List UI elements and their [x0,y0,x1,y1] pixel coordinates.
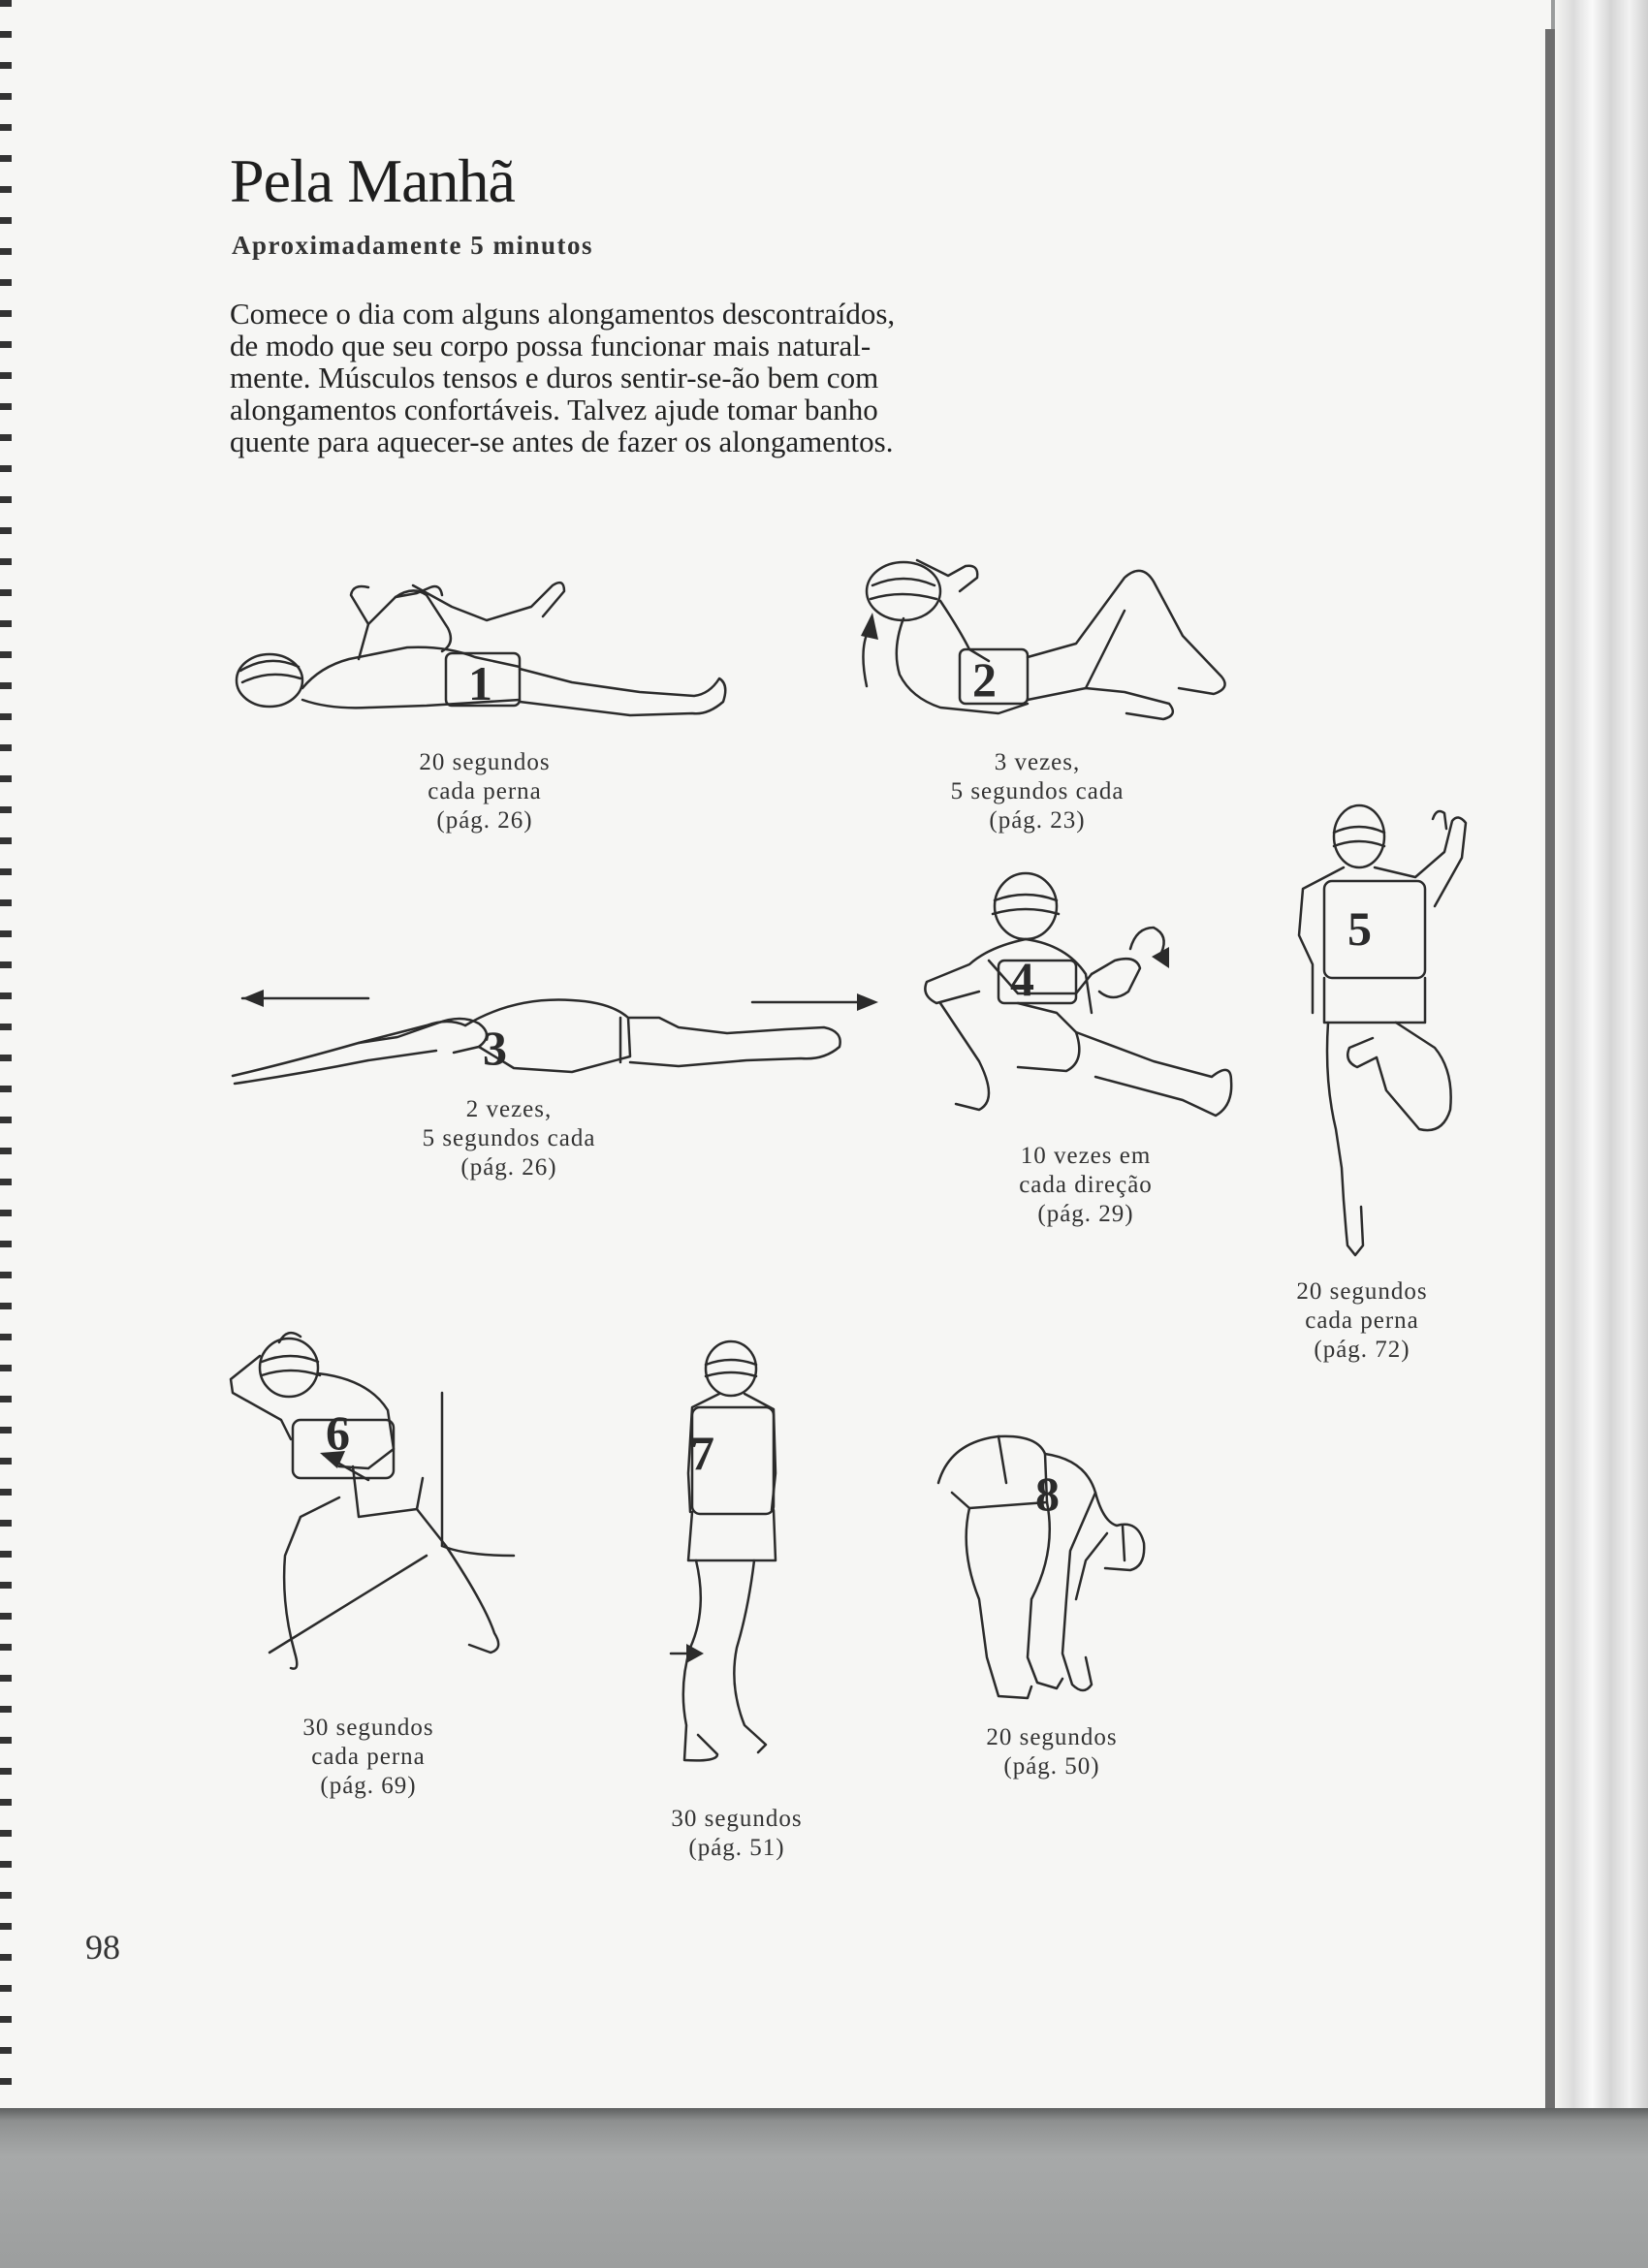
caption-line: cada direção [1019,1172,1153,1198]
exercise-4-number: 4 [1010,952,1034,1006]
caption-line: 20 segundos [419,749,551,775]
page-subtitle: Aproximadamente 5 minutos [232,231,594,260]
intro-paragraph [230,298,1005,457]
caption-line: (pág. 72) [1314,1337,1410,1363]
caption-line: 3 vezes, [994,749,1081,775]
caption-line: (pág. 26) [460,1154,557,1181]
page-stack [1555,0,1648,2132]
caption-line: 5 segundos cada [422,1125,596,1151]
caption-line: (pág. 26) [436,807,533,834]
caption-line: cada perna [311,1744,426,1770]
exercise-5-caption [1251,1277,1474,1365]
exercise-8-number: 8 [1035,1466,1060,1521]
spiral-binding [0,0,12,2123]
caption-line: 20 segundos [1296,1278,1428,1305]
caption-line: (pág. 23) [989,807,1086,834]
caption-line: 10 vezes em [1020,1143,1152,1169]
exercise-4-caption [960,1142,1212,1229]
intro-line: alongamentos confortáveis. Talvez ajude tomar banho [230,393,878,426]
caption-line: 2 vezes, [465,1096,553,1122]
exercise-8-illustration [931,1425,1163,1706]
exercise-5-illustration [1280,800,1493,1265]
exercise-2-caption [911,748,1163,835]
page-number: 98 [85,1928,120,1967]
caption-line: cada perna [428,778,542,804]
exercise-1-caption [388,748,582,835]
intro-line: quente para aquecer-se antes de fazer os alongamentos. [230,425,894,458]
caption-line: 30 segundos [302,1715,434,1741]
exercise-2-illustration [834,543,1260,727]
exercise-1-illustration [223,552,776,737]
exercise-7-illustration [669,1338,824,1774]
caption-line: (pág. 29) [1037,1201,1134,1227]
intro-line: de modo que seu corpo possa funcionar mais natural- [230,329,872,362]
intro-line: mente. Músculos tensos e duros sentir-se-ão bem com [230,361,879,394]
exercise-5-number: 5 [1347,901,1372,956]
exercise-4-illustration [921,867,1270,1129]
caption-line: 30 segundos [671,1806,803,1832]
exercise-3-number: 3 [483,1021,507,1075]
exercise-3-caption [388,1095,630,1182]
page-title: Pela Manhã [230,146,515,215]
exercise-6-illustration [223,1323,543,1701]
exercise-8-caption [955,1723,1149,1781]
exercise-7-number: 7 [690,1426,714,1480]
page-edge [1545,29,1555,2113]
exercise-7-caption [640,1805,834,1863]
exercise-2-number: 2 [972,652,997,707]
caption-line: 20 segundos [986,1724,1118,1750]
exercise-3-illustration [223,979,902,1095]
caption-line: (pág. 69) [320,1773,417,1799]
caption-line: 5 segundos cada [950,778,1125,804]
exercise-6-caption [262,1714,475,1801]
exercise-1-number: 1 [468,656,492,710]
exercise-6-number: 6 [326,1405,350,1460]
book-cover-edge [0,2108,1648,2268]
intro-line: Comece o dia com alguns alongamentos descontraídos, [230,297,896,331]
caption-line: cada perna [1305,1307,1419,1334]
caption-line: (pág. 50) [1003,1753,1100,1780]
caption-line: (pág. 51) [688,1835,785,1861]
